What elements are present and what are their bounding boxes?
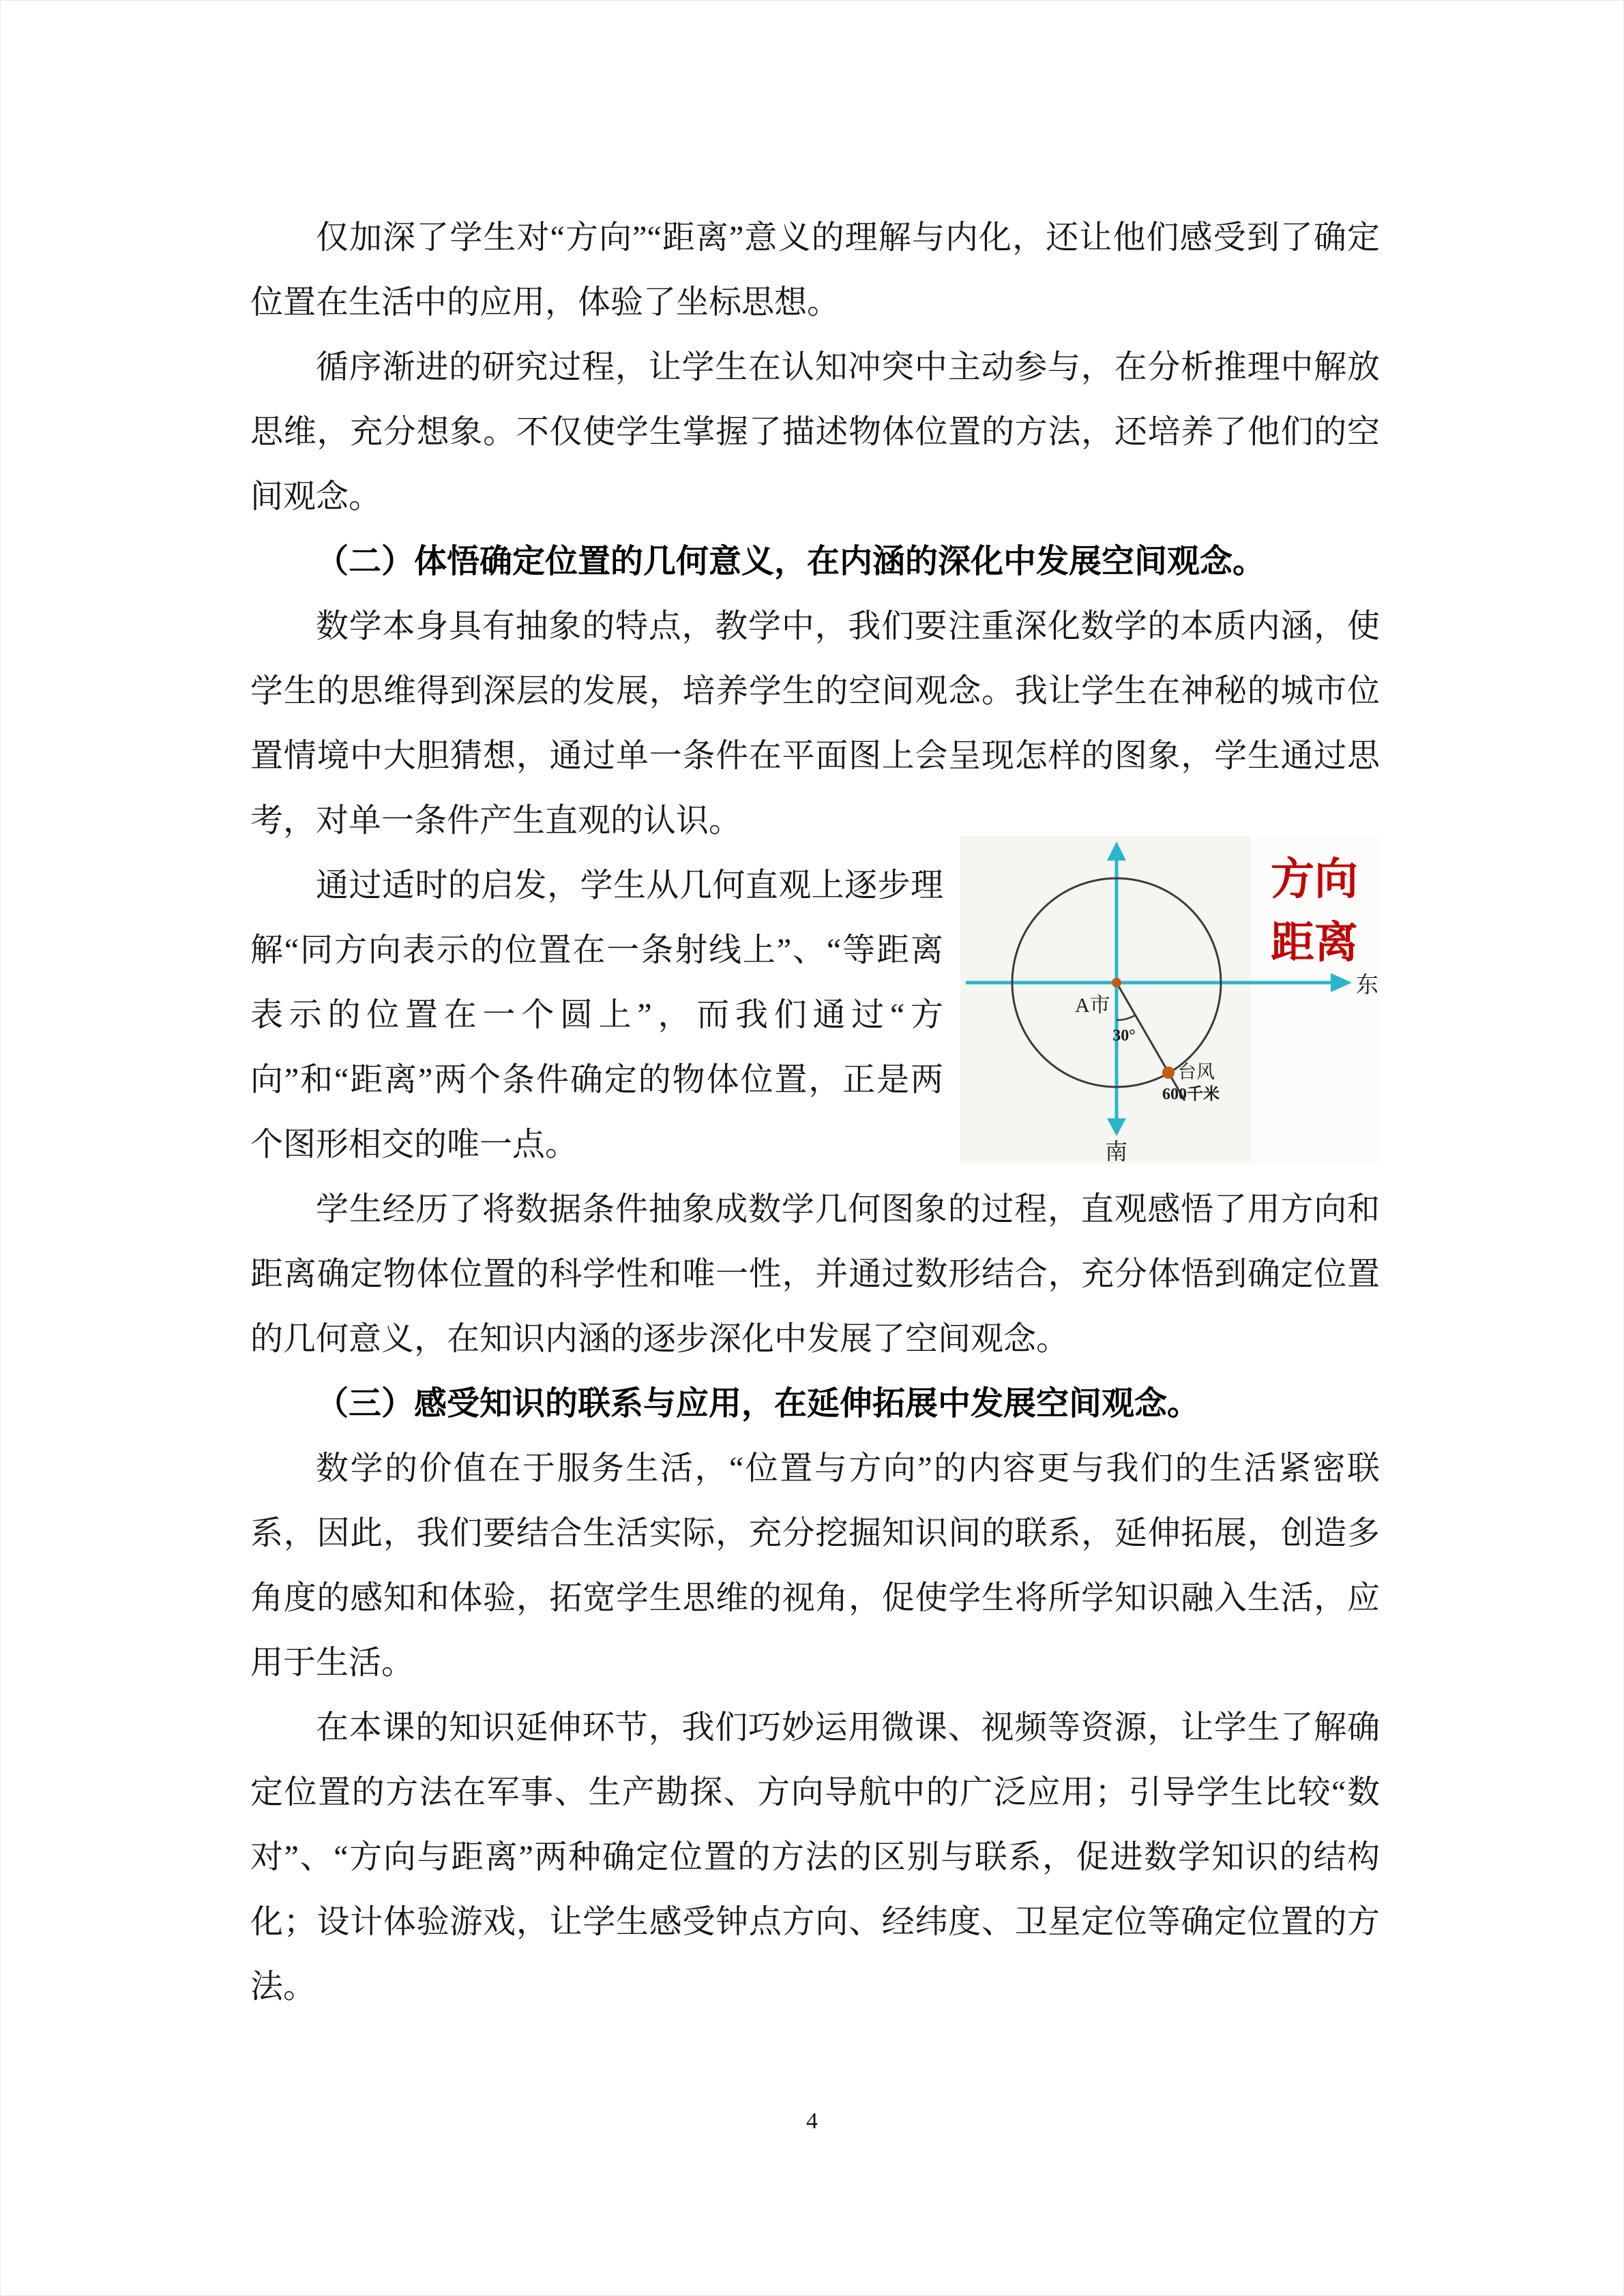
paragraph-7: 在本课的知识延伸环节，我们巧妙运用微课、视频等资源，让学生了解确定位置的方法在军事、生产勘探、方向导航中的广泛应用；引导学生比较“数对”、“方向与距离”两种确定位置的方法的区别与联系，促进数学知识的结构化；设计体验游戏，让学生感受钟点方向、经纬度、卫星定位等确定位置的方法。	[250, 1710, 1380, 2005]
paragraph-1: 仅加深了学生对“方向”“距离”意义的理解与内化，还让他们感受到了确定位置在生活中的应用，体验了坐标思想。	[250, 220, 1380, 320]
city-label: A市	[1075, 994, 1110, 1017]
south-label: 南	[1105, 1140, 1127, 1163]
document-body	[250, 205, 1380, 2019]
paragraph-5: 学生经历了将数据条件抽象成数学几何图象的过程，直观感悟了用方向和距离确定物体位置的科学性和唯一性，并通过数形结合，充分体悟到确定位置的几何意义，在知识内涵的逐步深化中发展了空间观念。	[250, 1191, 1380, 1357]
paragraph-6: 数学的价值在于服务生活，“位置与方向”的内容更与我们的生活紧密联系，因此，我们要结合生活实际，充分挖掘知识间的联系，延伸拓展，创造多角度的感知和体验，拓宽学生思维的视角，促使学生将所学知识融入生活，应用于生活。	[250, 1450, 1380, 1681]
page-number: 4	[806, 2108, 818, 2134]
direction-keyword-label: 方向	[1271, 855, 1358, 904]
paragraph-3: 数学本身具有抽象的特点，教学中，我们要注重深化数学的本质内涵，使学生的思维得到深层的发展，培养学生的空间观念。我让学生在神秘的城市位置情境中大胆猜想，通过单一条件在平面图上会呈现怎样的图象，学生通过思考，对单一条件产生直观的认识。	[250, 608, 1380, 839]
distance-value-label: 600千米	[1162, 1086, 1220, 1103]
position-diagram	[960, 836, 1380, 1163]
east-label: 东	[1356, 973, 1378, 998]
paragraph-4: 通过适时的启发，学生从几何直观上逐步理解“同方向表示的位置在一条射线上”、“等距离表示的位置在一个圆上”，而我们通过“方向”和“距离”两个条件确定的物体位置，正是两个图形相交的唯一点。	[250, 867, 943, 1163]
paragraph-2: 循序渐进的研究过程，让学生在认知冲突中主动参与，在分析推理中解放思维，充分想象。不仅使学生掌握了描述物体位置的方法，还培养了他们的空间观念。	[250, 349, 1380, 515]
typhoon-label: 台风	[1178, 1062, 1215, 1082]
angle-label: 30°	[1112, 1027, 1136, 1045]
section-heading-3: （三）感受知识的联系与应用，在延伸拓展中发展空间观念。	[316, 1386, 1200, 1422]
paragraph-4-block	[250, 853, 1380, 1177]
city-point	[1112, 978, 1121, 987]
typhoon-point	[1162, 1067, 1175, 1079]
section-heading-2: （二）体悟确定位置的几何意义，在内涵的深化中发展空间观念。	[316, 543, 1266, 580]
position-diagram-figure	[960, 836, 1380, 1163]
distance-keyword-label: 距离	[1271, 919, 1358, 967]
